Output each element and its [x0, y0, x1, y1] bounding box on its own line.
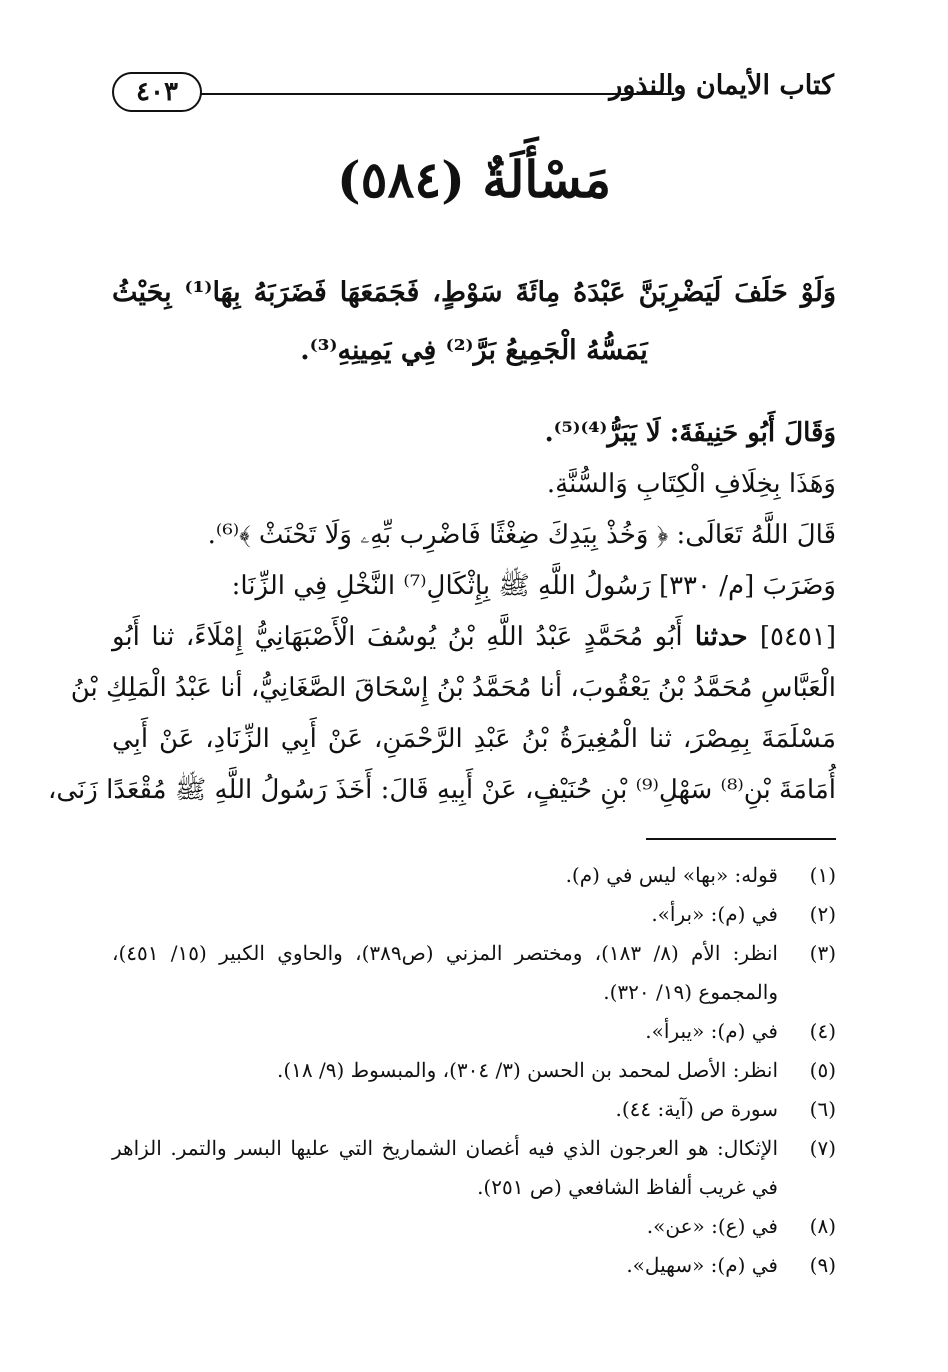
footnote-divider — [646, 838, 836, 840]
hadith-line — [112, 612, 836, 663]
footnote-number: (٦) — [809, 1097, 836, 1121]
footnote-number: (٤) — [809, 1019, 836, 1043]
footnote-item — [112, 895, 836, 934]
footnote-item — [112, 1246, 836, 1285]
footnote-item — [112, 1090, 836, 1129]
footnote-text: الإثكال: هو العرجون الذي فيه أغصان الشماريخ التي عليها البسر والتمر. الزاهر في غريب ألفاظ الشافعي (ص ٢٥١). — [112, 1136, 778, 1199]
footnote-item — [112, 1129, 836, 1207]
footnote-number: (٢) — [809, 902, 836, 926]
footnote-number: (٨) — [809, 1214, 836, 1238]
footnote-item — [112, 1051, 836, 1090]
body-segment: أَبُو مُحَمَّدٍ عَبْدُ اللَّهِ بْنُ يُوسُفَ الْأَصْبَهَانِيُّ إِمْلَاءً، ثنا أَبُو — [112, 622, 683, 652]
body-line: وَضَرَبَ [م/ ٣٣٠] رَسُولُ اللَّهِ ﷺ بِإِثْكَالِ⁽⁷⁾ النَّخْلِ فِي الزِّنَا: — [231, 571, 836, 601]
header-rule — [200, 93, 674, 95]
page-number: ٤٠٣ — [112, 72, 202, 112]
isnad-line: أُمَامَةَ بْنِ⁽⁸⁾ سَهْلِ⁽⁹⁾ بْنِ حُنَيْفٍ، عَنْ أَبِيهِ قَالَ: أَخَذَ رَسُولُ اللَّهِ ﷺ مُقْعَدًا زَنَى، — [47, 775, 836, 805]
isnad-line: الْعَبَّاسِ مُحَمَّدُ بْنُ يَعْقُوبَ، أنا مُحَمَّدُ بْنُ إِسْحَاقَ الصَّغَانِيُّ، أنا عَبْدُ الْمَلِكِ بْنُ — [70, 673, 836, 703]
footnote-item — [112, 934, 836, 1012]
footnotes — [112, 856, 836, 1285]
masala-title: مَسْأَلَةٌ (٥٨٤) — [337, 150, 611, 209]
haddathana-word: حدثنا — [682, 622, 760, 652]
footnote-text: انظر: الأصل لمحمد بن الحسن (٣/ ٣٠٤)، والمبسوط (٩/ ١٨). — [277, 1058, 778, 1082]
footnote-text: قوله: «بها» ليس في (م). — [565, 863, 778, 887]
body-text — [47, 408, 836, 816]
abu-hanifa-lead: وَقَالَ أَبُو حَنِيفَةَ: — [669, 418, 836, 448]
footnote-text: في (ع): «عن». — [646, 1214, 778, 1238]
footnote-text: انظر: الأم (٨/ ١٨٣)، ومختصر المزني (ص٣٨٩)، والحاوي الكبير (١٥/ ٤٥١)، والمجموع (١٩/ ٣٢٠). — [112, 941, 778, 1004]
footnote-text: في (م): «يبرأ». — [645, 1019, 778, 1043]
hadith-number: [٥٤٥١] — [759, 622, 836, 652]
footnote-item — [112, 856, 836, 895]
matn-text: وَلَوْ حَلَفَ لَيَضْرِبَنَّ عَبْدَهُ مِائَةَ سَوْطٍ، فَجَمَعَهَا فَضَرَبَهُ بِهَا⁽¹⁾ بِحَيْثُ يَمَسُّهُ الْجَمِيعُ بَرَّ⁽²⁾ فِي يَمِينِهِ⁽³⁾. — [112, 277, 836, 366]
footnote-number: (٧) — [809, 1136, 836, 1160]
footnote-number: (١) — [809, 863, 836, 887]
footnote-item — [112, 1207, 836, 1246]
footnote-item — [112, 1012, 836, 1051]
isnad-line: مَسْلَمَةَ بِمِصْرَ، ثنا الْمُغِيرَةُ بْنُ عَبْدِ الرَّحْمَنِ، عَنْ أَبِي الزِّنَادِ، عَنْ أَبِي — [112, 724, 836, 754]
body-line: وَهَذَا بِخِلَافِ الْكِتَابِ وَالسُّنَّةِ. — [546, 469, 836, 499]
body-line — [112, 408, 836, 459]
book-title: كتاب الأيمان والنذور — [609, 70, 834, 101]
footnote-number: (٥) — [809, 1058, 836, 1082]
footnote-number: (٣) — [809, 941, 836, 965]
page-header — [112, 62, 834, 122]
footnote-text: في (م): «برأ». — [651, 902, 778, 926]
body-segment: لَا يَبَرُّ⁽⁴⁾⁽⁵⁾. — [544, 418, 670, 448]
quran-quote-line: قَالَ اللَّهُ تَعَالَى: ﴿ وَخُذْ بِيَدِكَ ضِغْثًا فَاضْرِب بِّهِۦ وَلَا تَحْنَثْ ﴾⁽⁶⁾. — [207, 520, 836, 550]
footnote-text: في (م): «سهيل». — [626, 1253, 778, 1277]
footnote-number: (٩) — [809, 1253, 836, 1277]
footnote-text: سورة ص (آية: ٤٤). — [615, 1097, 778, 1121]
